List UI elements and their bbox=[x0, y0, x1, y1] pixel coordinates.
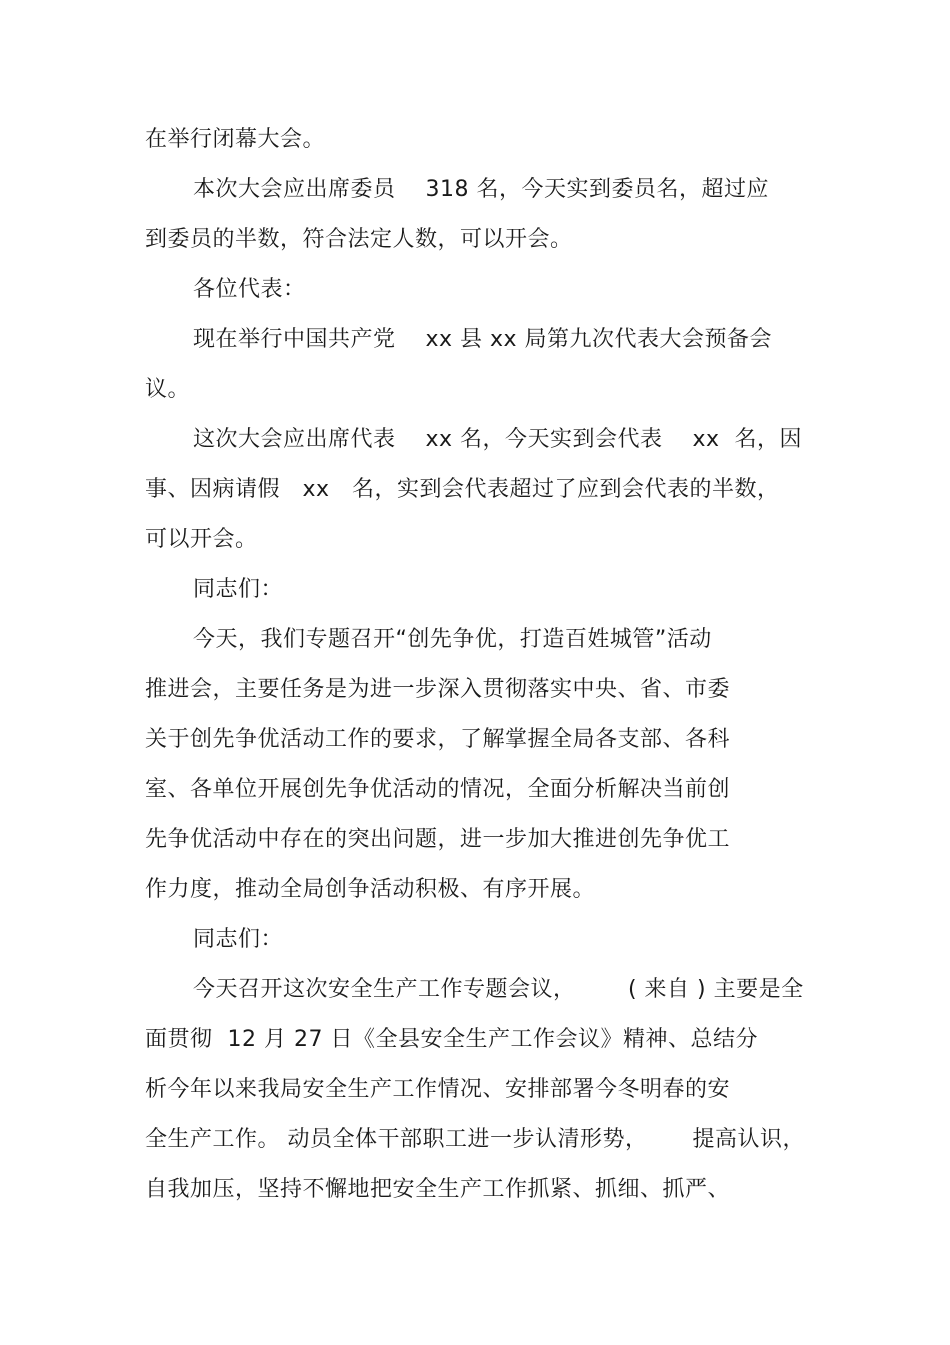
text-line: 本次大会应出席委员 318 名，今天实到委员名，超过应 bbox=[193, 177, 769, 202]
text-line: 议。 bbox=[145, 377, 191, 402]
text-line: 室、各单位开展创先争优活动的情况，全面分析解决当前创 bbox=[145, 777, 731, 802]
text-line: 析今年以来我局安全生产工作情况、安排部署今冬明春的安 bbox=[145, 1077, 731, 1102]
text-line: 面贯彻 12 月 27 日《全县安全生产工作会议》精神、总结分 bbox=[145, 1027, 758, 1052]
text-line: 全生产工作。 动员全体干部职工进一步认清形势， 提高认识， bbox=[145, 1127, 805, 1152]
text-line: 今天召开这次安全生产工作专题会议， ( 来自 ) 主要是全 bbox=[193, 977, 804, 1002]
text-line: 现在举行中国共产党 xx 县 xx 局第九次代表大会预备会 bbox=[193, 327, 773, 352]
text-line: 自我加压，坚持不懈地把安全生产工作抓紧、抓细、抓严、 bbox=[145, 1177, 731, 1202]
text-line: 这次大会应出席代表 xx 名，今天实到会代表 xx 名，因 bbox=[193, 427, 803, 452]
text-line: 关于创先争优活动工作的要求，了解掌握全局各支部、各科 bbox=[145, 727, 731, 752]
text-line: 先争优活动中存在的突出问题，进一步加大推进创先争优工 bbox=[145, 827, 731, 852]
salutation: 各位代表： bbox=[193, 277, 306, 302]
text-line: 今天，我们专题召开“创先争优，打造百姓城管”活动 bbox=[193, 627, 712, 652]
text-line: 到委员的半数，符合法定人数，可以开会。 bbox=[145, 227, 573, 252]
text-line: 推进会，主要任务是为进一步深入贯彻落实中央、省、市委 bbox=[145, 677, 731, 702]
salutation: 同志们： bbox=[193, 577, 284, 602]
text-line: 事、因病请假 xx 名，实到会代表超过了应到会代表的半数， bbox=[145, 477, 780, 502]
text-line: 在举行闭幕大会。 bbox=[145, 127, 326, 152]
salutation: 同志们： bbox=[193, 927, 284, 952]
text-line: 作力度，推动全局创争活动积极、有序开展。 bbox=[145, 877, 596, 902]
text-line: 可以开会。 bbox=[145, 527, 258, 552]
